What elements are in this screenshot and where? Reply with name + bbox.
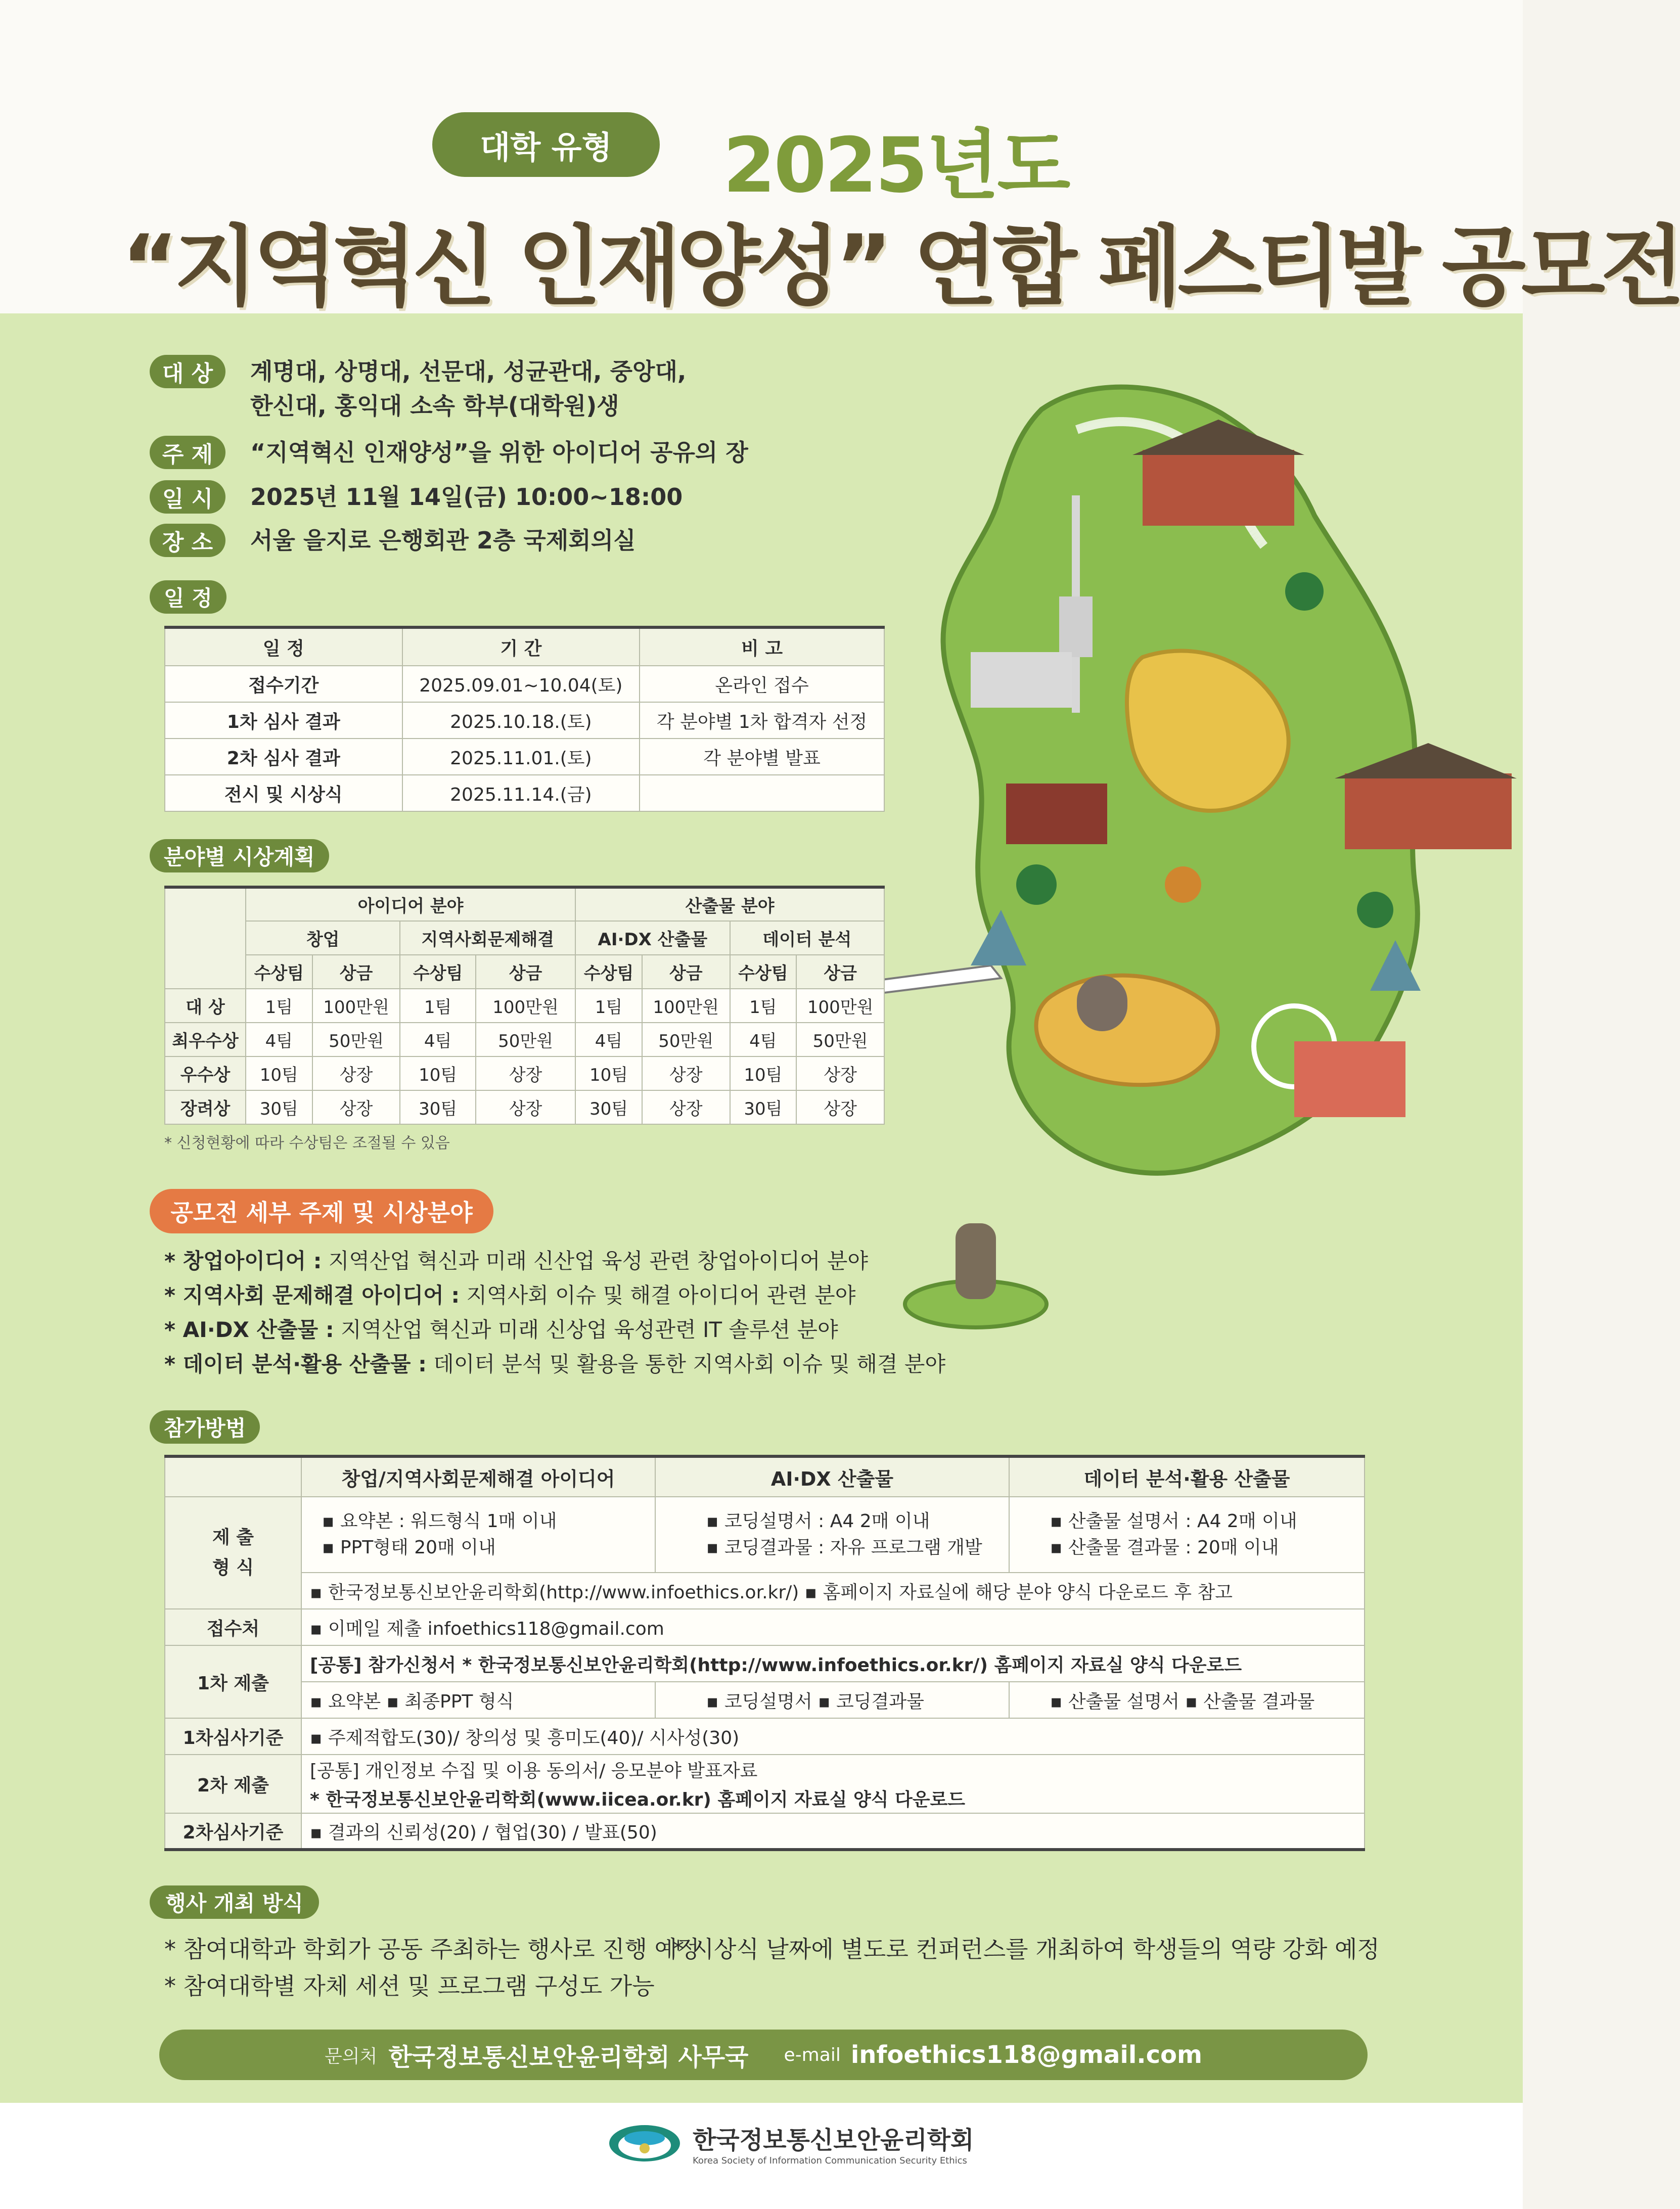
awards-section-badge: 분야별 시상계획 [150,839,329,872]
schedule-header: 기 간 [402,627,640,666]
email-label: e-mail [784,2044,841,2065]
award-cell: 상장 [796,1056,884,1090]
logo-subtitle: Korea Society of Information Communication Security Ethics [693,2155,967,2166]
method-header: AI·DX 산출물 [655,1456,1009,1497]
schedule-cell: 2025.11.14.(금) [402,775,640,811]
table-row [165,1784,1365,1813]
awards-note: * 신청현황에 따라 수상팀은 조절될 수 있음 [164,1134,450,1152]
schedule-cell: 온라인 접수 [640,666,884,702]
schedule-cell: 2025.10.18.(토) [402,702,640,739]
award-cell: 30팀 [575,1090,642,1124]
award-cell: 10팀 [730,1056,797,1090]
airplane [875,965,1001,993]
venue-value: 서울 을지로 은행회관 2층 국제회의실 [250,527,636,554]
method-header: 창업/지역사회문제해결 아이디어 [301,1456,655,1497]
award-cell: 4팀 [575,1023,642,1056]
award-cell: 상장 [796,1090,884,1124]
events-badge: 행사 개최 방식 [150,1885,319,1919]
awards-field-header: AI·DX 산출물 [575,921,730,955]
table-row [165,1497,1365,1573]
award-cell: 1팀 [730,989,797,1023]
table-row [165,739,884,775]
gate-building [1006,784,1107,844]
contact-bar [159,2030,1368,2080]
table-row [165,1813,1365,1850]
awards-table [164,886,885,1125]
table-row [165,1090,884,1124]
recv-value: ▪ 이메일 제출 infoethics118@gmail.com [301,1609,1365,1645]
awards-field-header: 창업 [246,921,400,955]
award-cell: 100만원 [642,989,730,1023]
tree-2 [1016,864,1057,905]
schedule-cell: 접수기간 [165,666,402,702]
schedule-cell: 각 분야별 발표 [640,739,884,775]
first-cell: ▪ 요약본 ▪ 최종PPT 형식 [301,1682,655,1718]
first-crit-value: ▪ 주제적합도(30)/ 창의성 및 흥미도(40)/ 시사성(30) [301,1718,1365,1755]
award-cell: 1팀 [246,989,312,1023]
method-table [164,1455,1365,1851]
awards-sub-header: 수상팀 [575,955,642,989]
table-row [165,702,884,739]
table-row [165,1609,1365,1645]
award-cell: 100만원 [312,989,400,1023]
statue [1077,976,1127,1031]
schedule-cell [640,775,884,811]
schedule-header: 일 정 [165,627,402,666]
method-header: 데이터 분석·활용 산출물 [1009,1456,1365,1497]
tree-4 [1165,866,1201,903]
tower-body [1059,596,1093,657]
table-row [165,1573,1365,1609]
contact-label: 문의처 [324,2046,378,2067]
recv-label: 접수처 [165,1609,301,1645]
topic-key: * AI·DX 산출물 : [164,1317,334,1342]
datetime-label: 일 시 [150,480,225,514]
topic-text: 지역산업 혁신과 미래 신상업 육성관련 IT 솔루션 분야 [334,1317,838,1342]
awards-sub-header: 상금 [796,955,884,989]
award-cell: 50만원 [642,1023,730,1056]
schedule-header: 비 고 [640,627,884,666]
station-building [971,652,1072,708]
award-cell: 상장 [642,1090,730,1124]
awards-sub-header: 수상팀 [730,955,797,989]
topic-key: * 창업아이디어 : [164,1249,322,1273]
topic-item [164,1245,868,1275]
second-line1: [공통] 개인정보 수집 및 이용 동의서/ 응모분야 발표자료 [301,1755,1365,1784]
temple-building [1345,773,1512,849]
table-row [165,1755,1365,1784]
university-type-badge: 대학 유형 [432,112,660,177]
tree-3 [1357,892,1393,928]
format-common: ▪ 한국정보통신보안윤리학회(http://www.infoethics.or.kr/) ▪ 홈페이지 자료실에 해당 분야 양식 다운로드 후 참고 [301,1573,1365,1609]
method-corner [165,1456,301,1497]
format-cell: ▪ 산출물 설명서 : A4 2매 이내 ▪ 산출물 결과물 : 20매 이내 [1009,1497,1365,1573]
awards-sub-header: 수상팀 [246,955,312,989]
award-name: 장려상 [165,1090,246,1124]
logo-emblem-icon [607,2118,683,2169]
schedule-cell: 2025.09.01~10.04(토) [402,666,640,702]
event-line: * 시상식 날짜에 별도로 컨퍼런스를 개최하여 학생들의 역량 강화 예정 [672,1936,1380,1963]
awards-group-header: 산출물 분야 [575,887,884,921]
city-buildings [1294,1041,1405,1117]
award-name: 대 상 [165,989,246,1023]
second-crit-value: ▪ 결과의 신뢰성(20) / 협업(30) / 발표(50) [301,1813,1365,1850]
topic-text: 데이터 분석 및 활용을 통한 지역사회 이슈 및 해결 분야 [426,1352,946,1376]
target-value-line2: 한신대, 홍익대 소속 학부(대학원)생 [250,392,619,420]
schedule-table [164,626,885,812]
method-section-badge: 참가방법 [150,1410,260,1444]
awards-group-header: 아이디어 분야 [246,887,575,921]
award-cell: 30팀 [400,1090,476,1124]
award-cell: 상장 [476,1090,575,1124]
topic-text: 지역산업 혁신과 미래 신산업 육성 관련 창업아이디어 분야 [322,1249,868,1273]
schedule-cell: 2차 심사 결과 [165,739,402,775]
awards-sub-header: 상금 [642,955,730,989]
datetime-value: 2025년 11월 14일(금) 10:00~18:00 [250,483,683,511]
award-name: 우수상 [165,1056,246,1090]
format-cell: ▪ 요약본 : 워드형식 1매 이내 ▪ PPT형태 20매 이내 [301,1497,655,1573]
award-cell: 4팀 [730,1023,797,1056]
award-cell: 상장 [312,1090,400,1124]
award-cell: 50만원 [312,1023,400,1056]
first-label: 1차 제출 [165,1645,301,1718]
schedule-cell: 전시 및 시상식 [165,775,402,811]
table-row [165,775,884,811]
awards-sub-header: 상금 [312,955,400,989]
table-row [165,1056,884,1090]
award-cell: 10팀 [400,1056,476,1090]
target-label: 대 상 [150,355,225,388]
table-row [165,1682,1365,1718]
palace-building [1143,450,1294,526]
award-cell: 1팀 [400,989,476,1023]
award-cell: 4팀 [246,1023,312,1056]
award-cell: 상장 [312,1056,400,1090]
event-line: * 참여대학과 학회가 공동 주최하는 행사로 진행 예정 [164,1936,700,1963]
format-label: 제 출 형 식 [165,1497,301,1609]
award-cell: 10팀 [575,1056,642,1090]
topic-item [164,1313,838,1344]
table-row [165,1023,884,1056]
awards-field-header: 지역사회문제해결 [400,921,575,955]
first-common: [공통] 참가신청서 * 한국정보통신보안윤리학회(http://www.infoethics.or.kr/) 홈페이지 자료실 양식 다운로드 [301,1645,1365,1682]
topic-item [164,1348,945,1378]
award-cell: 30팀 [730,1090,797,1124]
schedule-cell: 1차 심사 결과 [165,702,402,739]
awards-corner [165,887,246,989]
korea-map-illustration [859,354,1517,1390]
first-cell: ▪ 코딩설명서 ▪ 코딩결과물 [655,1682,1009,1718]
topics-badge: 공모전 세부 주제 및 시상분야 [150,1189,493,1233]
awards-field-header: 데이터 분석 [730,921,884,955]
org-logo [607,2118,974,2169]
award-cell: 1팀 [575,989,642,1023]
theme-value: “지역혁신 인재양성”을 위한 아이디어 공유의 장 [250,439,748,466]
topic-key: * 지역사회 문제해결 아이디어 : [164,1283,460,1308]
second-crit-label: 2차심사기준 [165,1813,301,1850]
venue-label: 장 소 [150,524,225,557]
award-cell: 100만원 [796,989,884,1023]
first-crit-label: 1차심사기준 [165,1718,301,1755]
contact-email[interactable]: infoethics118@gmail.com [850,2041,1203,2069]
award-name: 최우수상 [165,1023,246,1056]
tree-1 [1285,572,1324,611]
schedule-cell: 각 분야별 1차 합격자 선정 [640,702,884,739]
dol-hareubang [956,1223,996,1299]
award-cell: 50만원 [476,1023,575,1056]
topic-item [164,1279,855,1309]
first-cell: ▪ 산출물 설명서 ▪ 산출물 결과물 [1009,1682,1365,1718]
table-row [165,989,884,1023]
award-cell: 상장 [642,1056,730,1090]
award-cell: 50만원 [796,1023,884,1056]
main-title: “지역혁신 인재양성” 연합 페스티발 공모전 [121,216,1680,317]
target-value-line1: 계명대, 상명대, 선문대, 성균관대, 중앙대, [250,358,687,385]
event-line: * 참여대학별 자체 세션 및 프로그램 구성도 가능 [164,1972,655,2000]
award-cell: 4팀 [400,1023,476,1056]
table-row [165,1645,1365,1682]
second-line2: * 한국정보통신보안윤리학회(www.iicea.or.kr) 홈페이지 자료실 양식 다운로드 [301,1784,1365,1813]
topic-key: * 데이터 분석·활용 산출물 : [164,1352,427,1376]
awards-sub-header: 상금 [476,955,575,989]
contact-org: 한국정보통신보안윤리학회 사무국 [388,2043,749,2072]
topic-text: 지역사회 이슈 및 해결 아이디어 관련 분야 [460,1283,856,1308]
sand-area [1036,976,1218,1085]
logo-name: 한국정보통신보안윤리학회 [693,2126,974,2154]
second-label: 2차 제출 [165,1755,301,1813]
format-cell: ▪ 코딩설명서 : A4 2매 이내 ▪ 코딩결과물 : 자유 프로그램 개발 [655,1497,1009,1573]
award-cell: 상장 [476,1056,575,1090]
theme-label: 주 제 [150,436,225,469]
award-cell: 10팀 [246,1056,312,1090]
awards-sub-header: 수상팀 [400,955,476,989]
award-cell: 30팀 [246,1090,312,1124]
schedule-cell: 2025.11.01.(토) [402,739,640,775]
table-row [165,666,884,702]
award-cell: 100만원 [476,989,575,1023]
table-row [165,1718,1365,1755]
year-title: 2025년도 [723,122,1069,210]
schedule-section-badge: 일 정 [150,580,226,614]
